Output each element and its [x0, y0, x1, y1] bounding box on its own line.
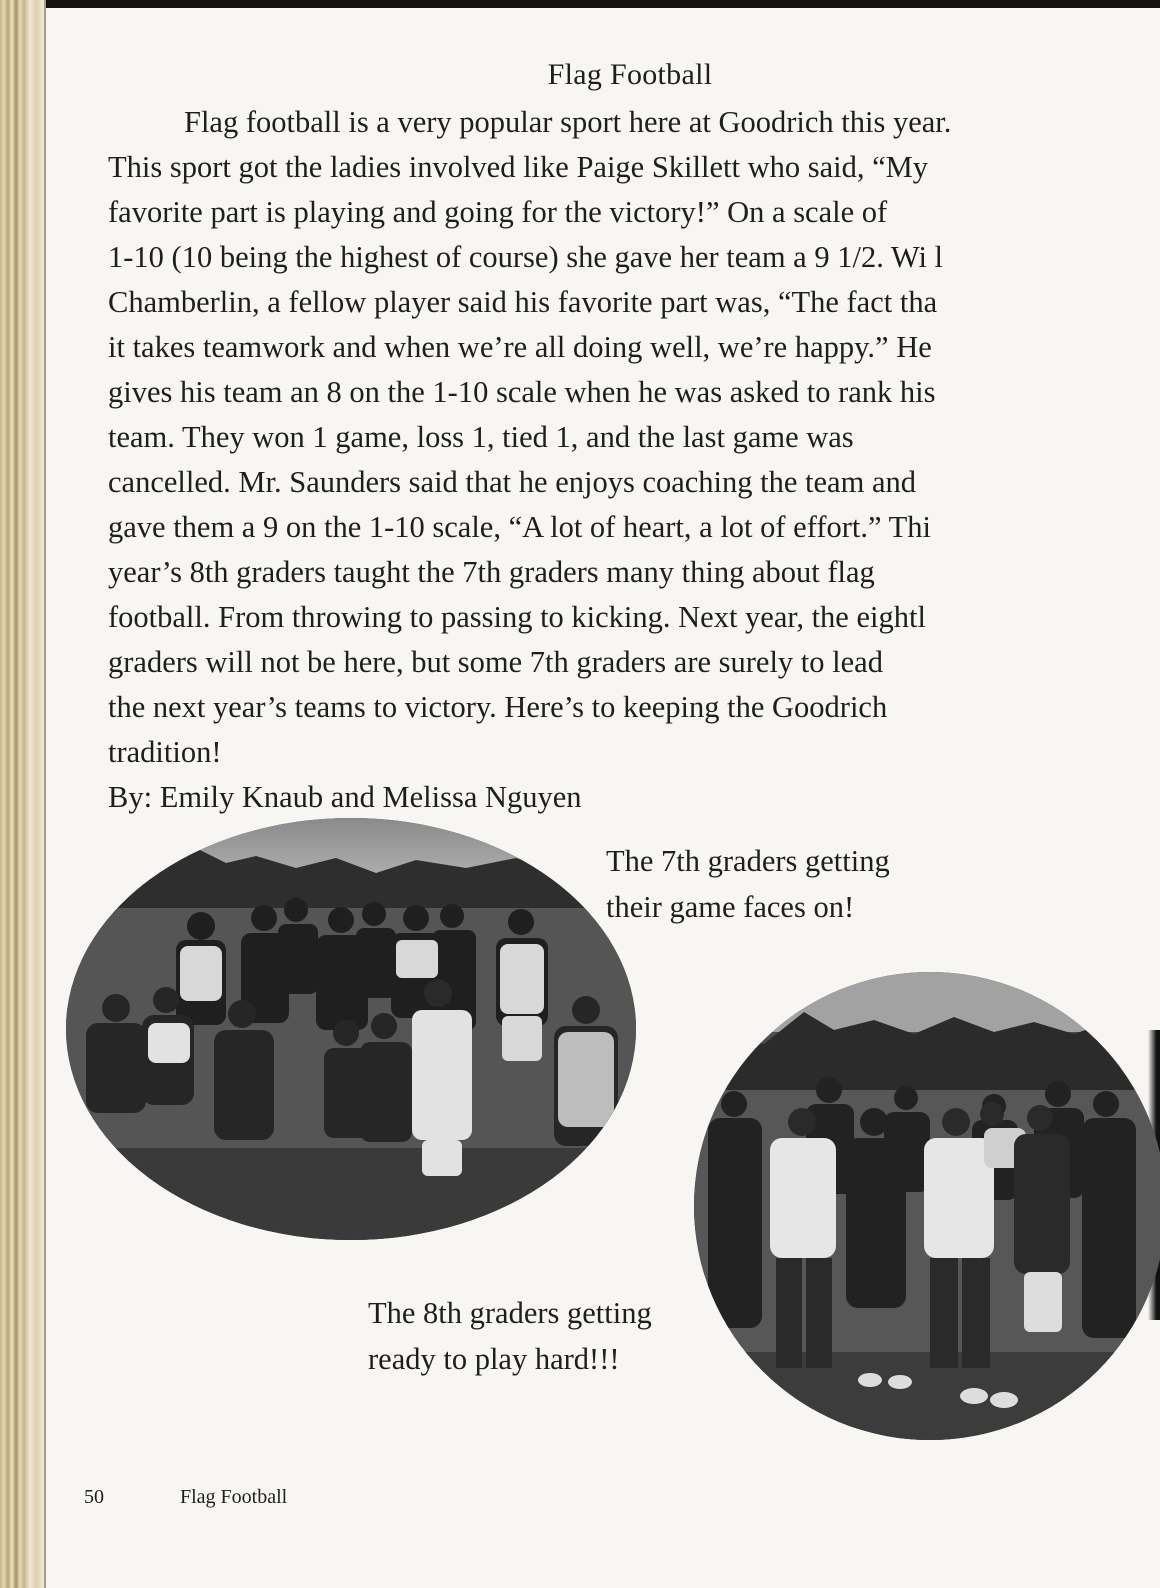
article-line: cancelled. Mr. Saunders said that he enjoys coaching the team and: [108, 465, 916, 499]
article-line: tradition!: [108, 735, 222, 769]
article-line: gives his team an 8 on the 1-10 scale when he was asked to rank his: [108, 375, 936, 409]
article-line: team. They won 1 game, loss 1, tied 1, and the last game was: [108, 420, 854, 454]
caption-line: ready to play hard!!!: [368, 1342, 620, 1376]
article-line: football. From throwing to passing to kicking. Next year, the eightl: [108, 600, 926, 634]
article-line: it takes teamwork and when we’re all doing well, we’re happy.” He: [108, 330, 932, 364]
seventh-graders-caption: [606, 838, 890, 930]
footer-section-title: Flag Football: [180, 1486, 288, 1508]
eighth-graders-caption: [368, 1290, 652, 1382]
caption-line: The 7th graders getting: [606, 844, 890, 878]
caption-line: their game faces on!: [606, 890, 855, 924]
binding-gutter: [44, 0, 46, 1588]
article-line: favorite part is playing and going for the victory!” On a scale of: [108, 195, 888, 229]
seventh-graders-photo: [66, 818, 636, 1240]
article-line: This sport got the ladies involved like Paige Skillett who said, “My: [108, 150, 929, 184]
book-binding: [0, 0, 46, 1588]
article-line: Flag football is a very popular sport here at Goodrich this year.: [184, 105, 952, 139]
caption-line: The 8th graders getting: [368, 1296, 652, 1330]
article-body: [108, 100, 1160, 820]
article-line: year’s 8th graders taught the 7th graders many thing about flag: [108, 555, 875, 589]
page-top-edge: [0, 0, 1160, 8]
eighth-graders-photo: [694, 972, 1160, 1440]
byline: By: Emily Knaub and Melissa Nguyen: [108, 780, 582, 814]
article-line: the next year’s teams to victory. Here’s to keeping the Goodrich: [108, 690, 888, 724]
article-line: gave them a 9 on the 1-10 scale, “A lot of heart, a lot of effort.” Thi: [108, 510, 931, 544]
article-line: graders will not be here, but some 7th graders are surely to lead: [108, 645, 883, 679]
article-line: 1-10 (10 being the highest of course) she gave her team a 9 1/2. Wi l: [108, 240, 944, 274]
article-line: Chamberlin, a fellow player said his favorite part was, “The fact tha: [108, 285, 938, 319]
article-title: Flag Football: [547, 58, 713, 91]
page-number: 50: [84, 1486, 104, 1508]
